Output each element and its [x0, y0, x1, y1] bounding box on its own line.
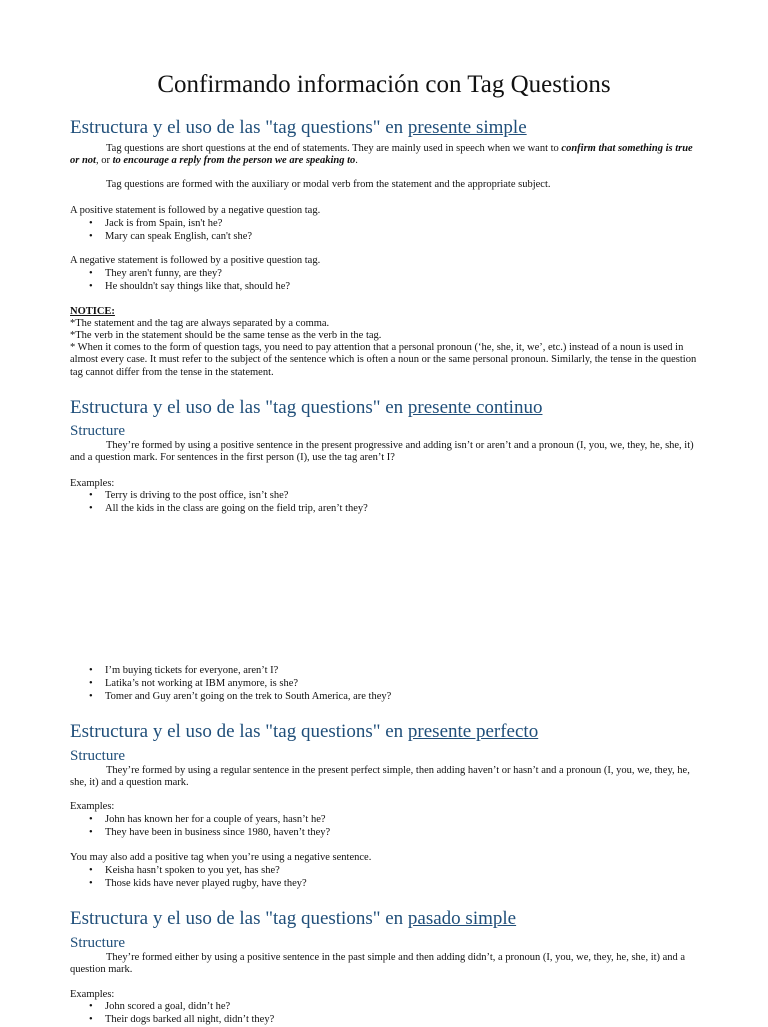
- negative-tag-list: [70, 865, 307, 891]
- structure-heading: Structure: [70, 748, 125, 764]
- page-title: Confirmando información con Tag Questions: [157, 71, 611, 98]
- link-presente-perfecto[interactable]: presente perfecto: [407, 721, 539, 742]
- list-item: • Mary can speak English, can't she?: [70, 231, 252, 244]
- examples-list: [70, 1001, 274, 1027]
- list-item: • They aren't funny, are they?: [70, 268, 290, 281]
- examples-list-2: [70, 665, 391, 703]
- list-item: • All the kids in the class are going on the field trip, aren’t they?: [70, 503, 368, 516]
- link-presente-simple[interactable]: presente simple: [407, 117, 527, 138]
- positive-list: [70, 218, 252, 244]
- list-item: • They have been in business since 1980, haven’t they?: [70, 827, 330, 840]
- list-item: • Tomer and Guy aren’t going on the trek to South America, are they?: [70, 691, 391, 704]
- heading-presente-perfecto: [70, 721, 538, 743]
- negative-tag-label: You may also add a positive tag when you’re using a negative sentence.: [70, 852, 372, 863]
- examples-label: Examples:: [70, 989, 115, 1000]
- negative-label: A negative statement is followed by a positive question tag.: [70, 255, 321, 266]
- intro-paragraph: Tag questions are short questions at the end of statements. They are mainly used in speech when we want to confirm that something is true or not, or to encourage a reply from the person we are speaking to.: [70, 143, 693, 167]
- heading-prefix: Estructura y el uso de las "tag questions" en: [70, 397, 404, 418]
- examples-list: [70, 490, 368, 516]
- notice-label: NOTICE:: [70, 306, 115, 317]
- heading-prefix: Estructura y el uso de las "tag questions" en: [70, 117, 404, 138]
- structure-heading: Structure: [70, 935, 125, 951]
- examples-label: Examples:: [70, 478, 115, 489]
- list-item: • I’m buying tickets for everyone, aren’t I?: [70, 665, 391, 678]
- structure-heading: Structure: [70, 423, 125, 439]
- list-item: • Those kids have never played rugby, have they?: [70, 878, 307, 891]
- list-item: • John scored a goal, didn’t he?: [70, 1001, 274, 1014]
- structure-description: They’re formed either by using a positive sentence in the past simple and then adding didn’t, a pronoun (I, you, we, they, he, she, it) and a question mark.: [70, 952, 686, 976]
- link-presente-continuo[interactable]: presente continuo: [407, 397, 543, 418]
- list-item: • He shouldn't say things like that, should he?: [70, 281, 290, 294]
- negative-list: [70, 268, 290, 294]
- list-item: • Terry is driving to the post office, isn’t she?: [70, 490, 368, 503]
- examples-label: Examples:: [70, 801, 115, 812]
- heading-prefix: Estructura y el uso de las "tag questions" en: [70, 908, 404, 929]
- link-pasado-simple[interactable]: pasado simple: [407, 908, 517, 929]
- heading-presente-continuo: [70, 397, 542, 419]
- list-item: • John has known her for a couple of years, hasn’t he?: [70, 814, 330, 827]
- notice-3: * When it comes to the form of question tags, you need to pay attention that a personal pronoun (‘he, she, it, we’, etc.) instead of a noun is used in almost every case. It must refer to the subject of the sentence which is often a noun or the same personal pronoun. Similarly, the tense in the question tag cannot differ from the tense in the statement.: [70, 342, 697, 378]
- list-item: • Latika’s not working at IBM anymore, is she?: [70, 678, 391, 691]
- heading-prefix: Estructura y el uso de las "tag questions" en: [70, 721, 404, 742]
- positive-label: A positive statement is followed by a negative question tag.: [70, 205, 321, 216]
- list-item: • Keisha hasn’t spoken to you yet, has she?: [70, 865, 307, 878]
- formation-paragraph: Tag questions are formed with the auxiliary or modal verb from the statement and the appropriate subject.: [106, 179, 551, 190]
- heading-pasado-simple: [70, 908, 516, 930]
- notice-2: *The verb in the statement should be the same tense as the verb in the tag.: [70, 330, 382, 341]
- heading-presente-simple: [70, 117, 527, 139]
- examples-list: [70, 814, 330, 840]
- structure-description: They’re formed by using a positive sentence in the present progressive and adding isn’t or aren’t and a pronoun (I, you, we, they, he, she, it) and a question mark. For sentences in the first person (I), use the tag aren’t I?: [70, 440, 694, 464]
- list-item: • Their dogs barked all night, didn’t they?: [70, 1014, 274, 1027]
- list-item: • Jack is from Spain, isn't he?: [70, 218, 252, 231]
- notice-1: *The statement and the tag are always separated by a comma.: [70, 318, 330, 329]
- structure-description: They’re formed by using a regular sentence in the present perfect simple, then adding haven’t or hasn’t and a pronoun (I, you, we, they, he, she, it) and a question mark.: [70, 765, 690, 789]
